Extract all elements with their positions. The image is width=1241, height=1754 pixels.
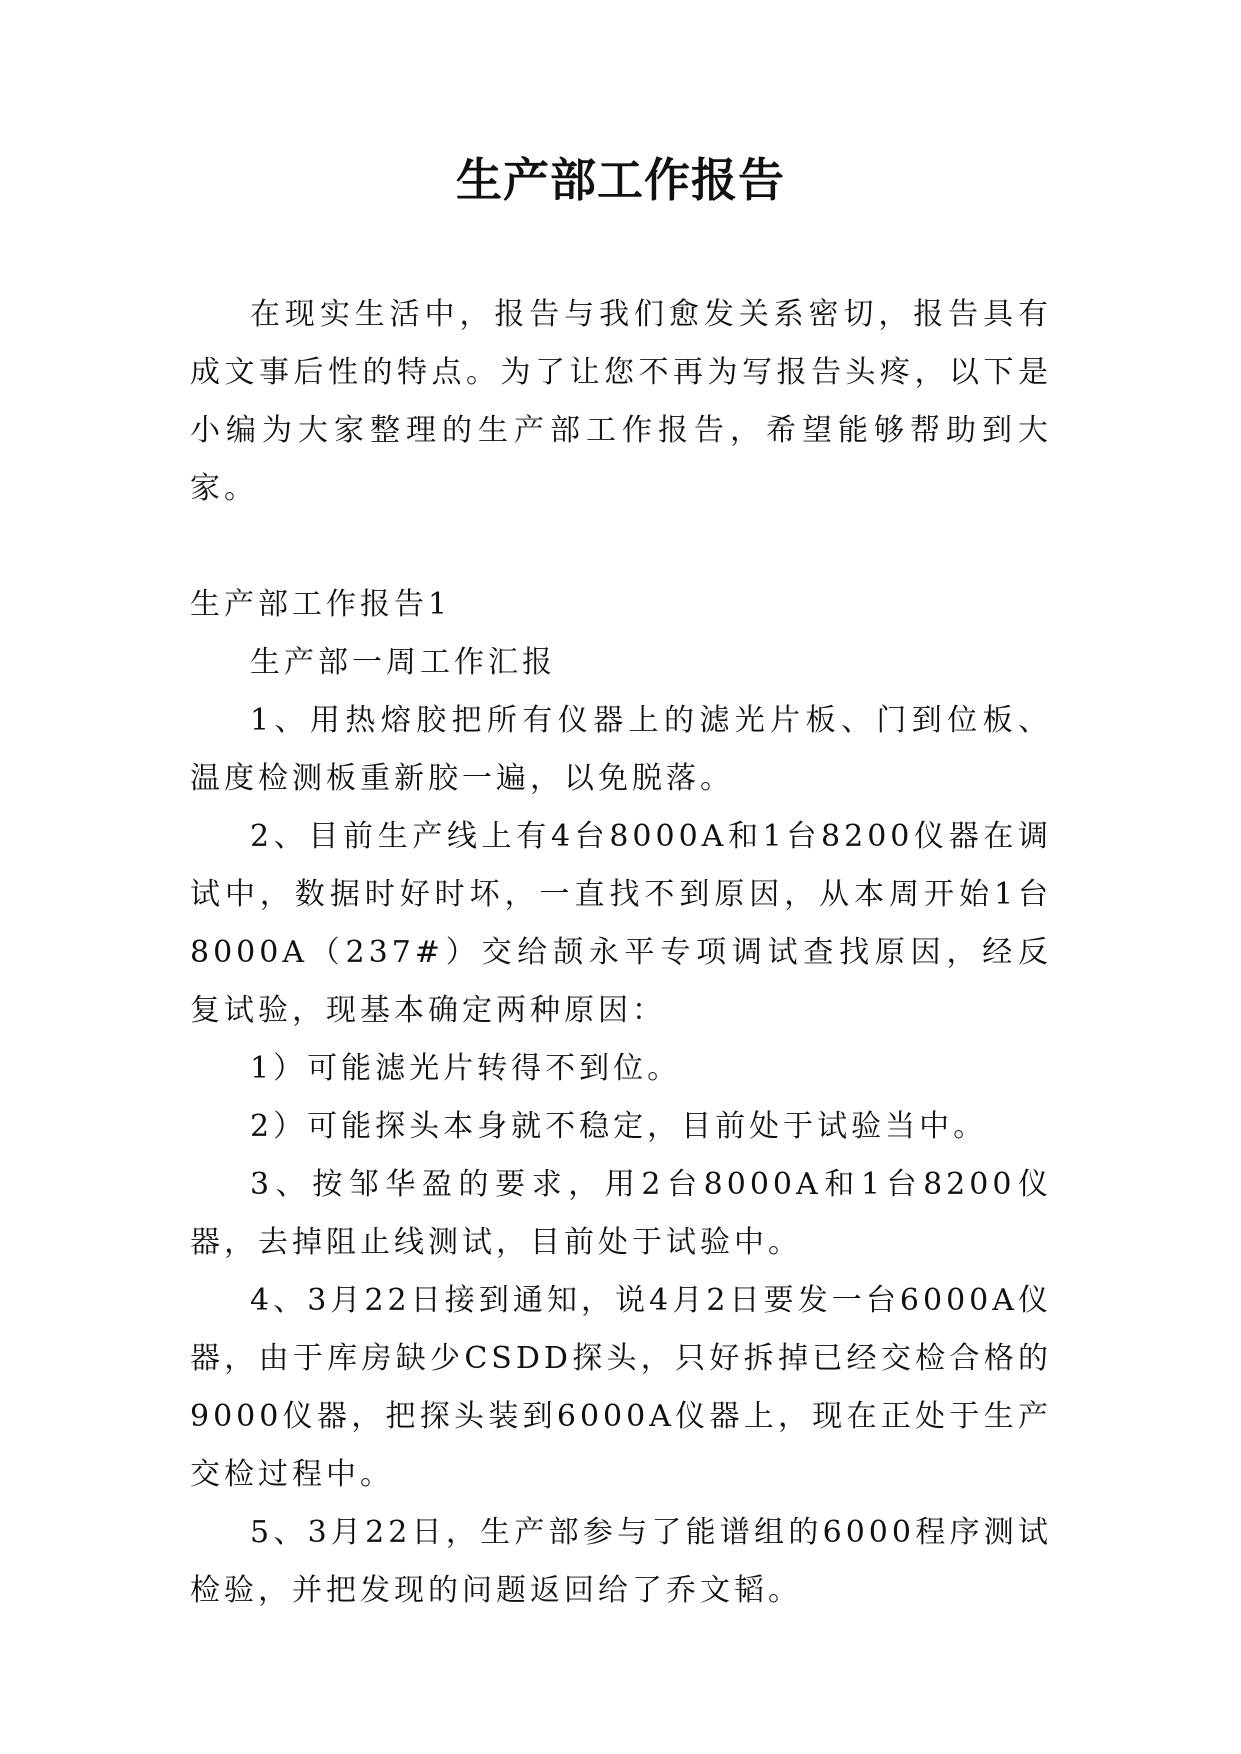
list-item: 4、3月22日接到通知，说4月2日要发一台6000A仪器，由于库房缺少CSDD探头，只好拆掉已经交检合格的9000仪器，把探头装到6000A仪器上，现在正处于生产交检过程中。: [190, 1283, 1052, 1492]
list-item: 1、用热熔胶把所有仪器上的滤光片板、门到位板、温度检测板重新胶一遍，以免脱落。: [190, 703, 1052, 796]
section-heading: 生产部工作报告1: [190, 587, 452, 622]
list-item: 1）可能滤光片转得不到位。: [250, 1051, 682, 1086]
list-item: 2、目前生产线上有4台8000A和1台8200仪器在调试中，数据时好时坏，一直找不到原因，从本周开始1台8000A（237#）交给颉永平专项调试查找原因，经反复试验，现基本确定两种原因：: [190, 819, 1052, 1028]
document-title: 生产部工作报告: [456, 153, 785, 207]
intro-paragraph: 在现实生活中，报告与我们愈发关系密切，报告具有成文事后性的特点。为了让您不再为写报告头疼，以下是小编为大家整理的生产部工作报告，希望能够帮助到大家。: [190, 297, 1052, 506]
section-subheading: 生产部一周工作汇报: [250, 645, 556, 680]
list-item: 2）可能探头本身就不稳定，目前处于试验当中。: [250, 1109, 988, 1144]
list-item: 3、按邹华盈的要求，用2台8000A和1台8200仪器，去掉阻止线测试，目前处于试验中。: [190, 1167, 1052, 1260]
document-body: [190, 286, 1052, 1620]
list-item: 5、3月22日，生产部参与了能谱组的6000程序测试检验，并把发现的问题返回给了乔文韬。: [190, 1515, 1052, 1608]
